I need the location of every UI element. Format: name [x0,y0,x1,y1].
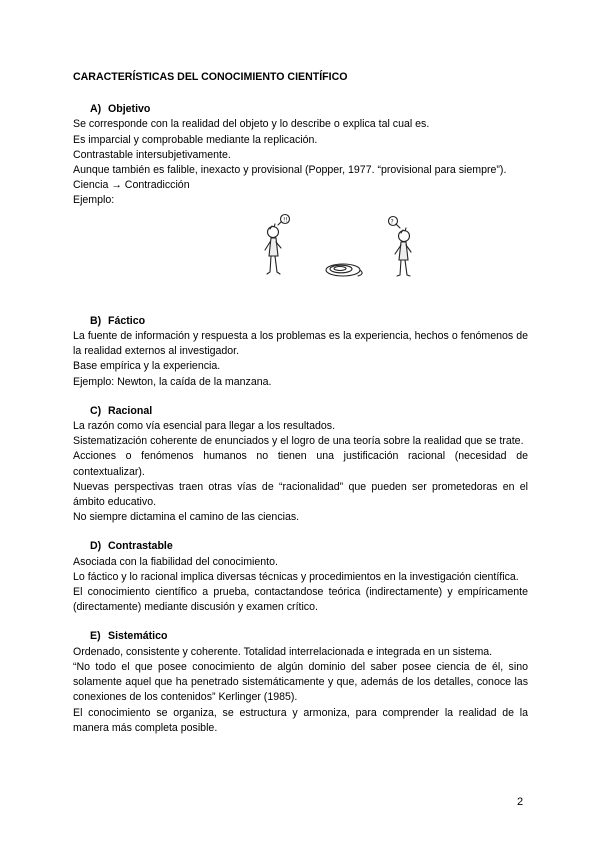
paragraph: No siempre dictamina el camino de las ciencias. [73,511,300,524]
section-sistematico [73,629,528,735]
section-heading-text: Contrastable [108,540,173,553]
paragraph: Es imparcial y comprobable mediante la replicación. [73,133,318,146]
document-title: CARACTERÍSTICAS DEL CONOCIMIENTO CIENTÍFICO [73,71,348,83]
paragraph: Se corresponde con la realidad del objeto y lo describe o explica tal cual es. [73,118,430,131]
document-page [73,70,528,750]
section-heading-text: Objetivo [108,103,151,116]
section-letter: C) [90,404,102,417]
section-letter: D) [90,540,102,553]
section-heading [73,314,528,329]
section-contrastable [73,539,528,615]
section-heading [73,539,528,554]
paragraph: La fuente de información y respuesta a los problemas es la experiencia, hechos o fenómenos de la realidad externos al investigador. [73,330,528,358]
paragraph: Ordenado, consistente y coherente. Totalidad interrelacionada e integrada en un sistema. [73,645,493,658]
paragraph: Sistematización coherente de enunciados y el logro de una teoría sobre la realidad que se trate. [73,435,524,448]
section-heading [73,404,528,419]
example-illustration [241,212,441,282]
paragraph: Ciencia → Contradicción [73,179,190,192]
page-number: 2 [517,796,524,808]
section-letter: A) [90,103,102,116]
paragraph: El conocimiento científico a prueba, contactandose teórica (indirectamente) y empíricamente (directamente) mediante discusión y examen crítico. [73,586,528,614]
section-objetivo [73,102,528,300]
section-heading-text: Fáctico [108,314,146,327]
paragraph: Nuevas perspectivas traen otras vías de “racionalidad” que pueden ser prometedoras en el ámbito educativo. [73,480,528,509]
paragraph: “No todo el que posee conocimiento de algún dominio del saber posee ciencia de él, sino solamente aquel que ha penetrado sistemáticamente y que, además de los detalles, conoce las conexiones de los contenidos” Kerlinger (1985). [73,660,528,704]
paragraph: Acciones o fenómenos humanos no tienen una justificación racional (necesidad de contextualizar). [73,450,528,478]
section-heading-text: Racional [108,404,153,417]
paragraph: Ejemplo: [73,194,115,207]
section-heading [73,629,528,644]
right-person-figure [389,216,412,276]
svg-text:?: ? [390,218,394,226]
paragraph: Contrastable intersubjetivamente. [73,148,231,161]
section-letter: E) [90,630,101,643]
svg-text:!!: !! [283,216,288,224]
section-heading [73,102,528,117]
paragraph: Base empírica y la experiencia. [73,360,221,373]
section-heading-text: Sistemático [108,630,168,643]
paragraph: Ejemplo: Newton, la caída de la manzana. [73,375,272,388]
paragraph: La razón como vía esencial para llegar a los resultados. [73,420,336,433]
paragraph: Asociada con la fiabilidad del conocimiento. [73,555,278,568]
section-racional [73,404,528,526]
section-letter: B) [90,314,102,327]
paragraph: Aunque también es falible, inexacto y provisional (Popper, 1977. “provisional para siempre”). [73,164,507,177]
section-factico [73,314,528,390]
left-person-figure [265,214,290,274]
paragraph: Lo fáctico y lo racional implica diversas técnicas y procedimientos en la investigación científica. [73,570,519,583]
coiled-object-figure [326,264,362,276]
paragraph: El conocimiento se organiza, se estructura y armoniza, para comprender la realidad de la manera más completa posible. [73,706,528,734]
